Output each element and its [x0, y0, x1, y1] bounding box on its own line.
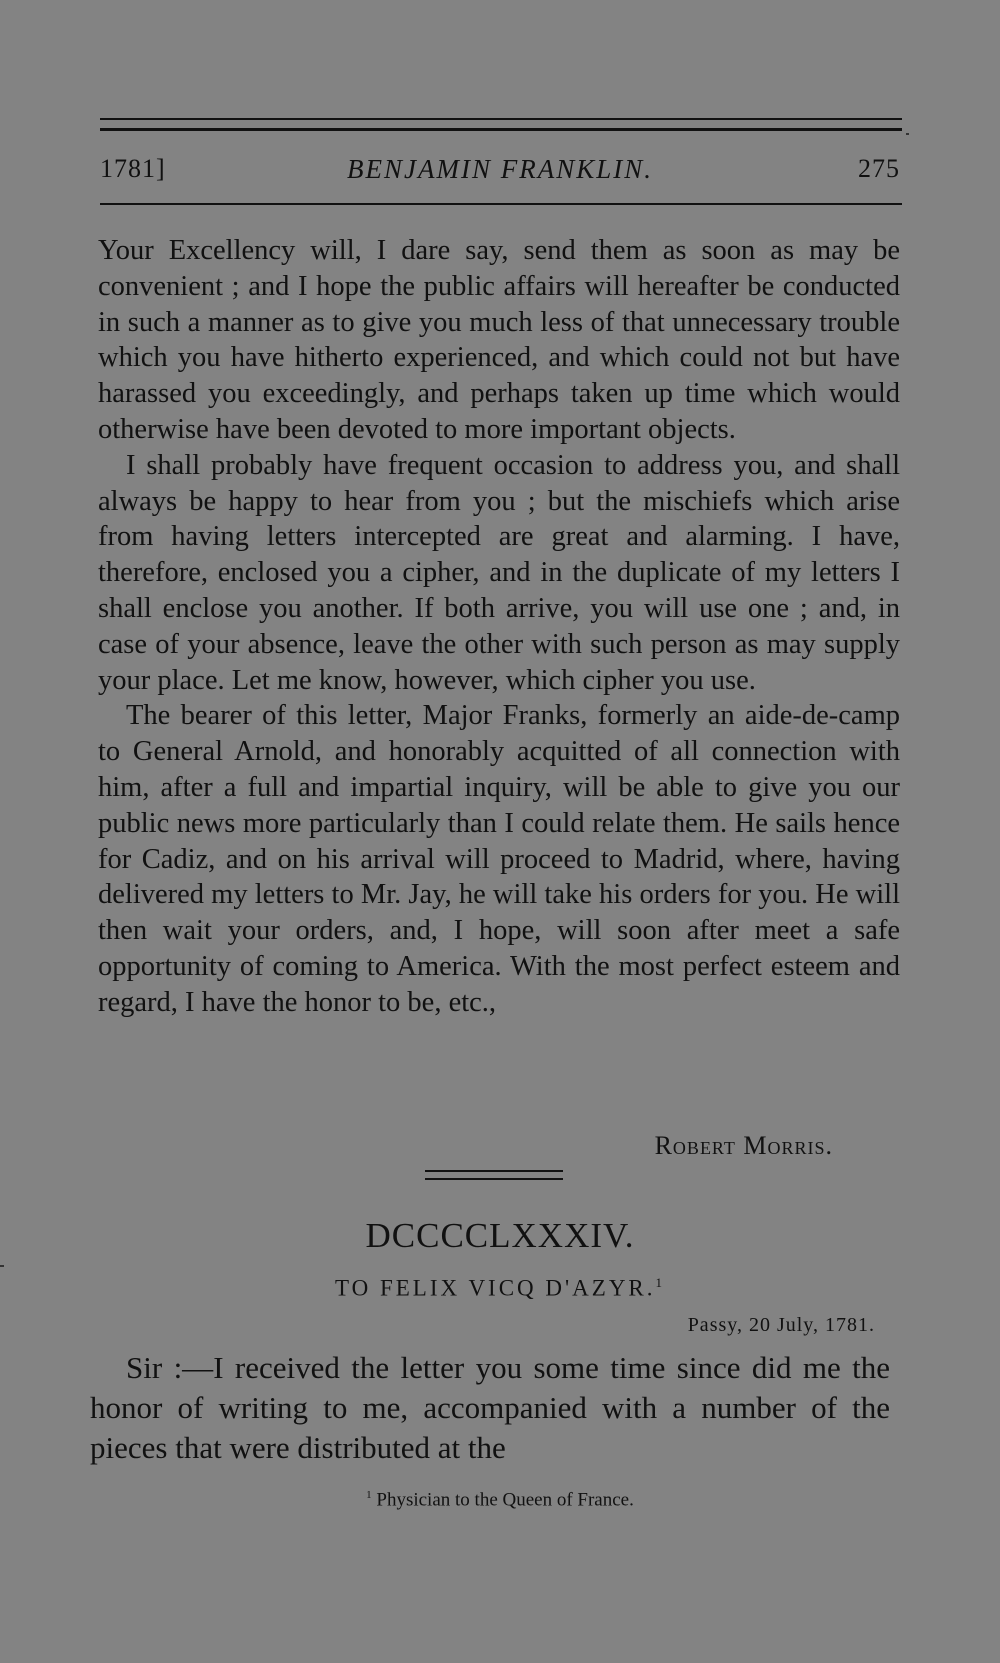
top-rule-outer: [100, 118, 902, 120]
footnote-marker: 1: [366, 1489, 372, 1501]
section-divider-top: [425, 1170, 563, 1172]
running-head-year: 1781]: [100, 154, 166, 183]
opening-paragraph: [90, 1348, 890, 1468]
paragraph: The bearer of this letter, Major Franks, formerly an aide-de-camp to General Arnold, and honorably acquitted of all connection with him, after a full and impartial inquiry, will be able to give you our public news more particularly than I could relate them. He sails hence for Cadiz, and on his arrival will proceed to Madrid, where, having delivered my letters to Mr. Jay, he will take his orders for you. He will then wait your orders, and, I hope, will soon after meet a safe opportunity of coming to America. With the most perfect esteem and regard, I have the honor to be, etc.,: [98, 700, 900, 1018]
page-number: 275: [858, 154, 900, 183]
paragraph: Your Excellency will, I dare say, send them as soon as may be convenient ; and I hope the public affairs will hereafter be conducted in such a manner as to give you much less of that unnecessary trouble which you have hitherto experienced, and which could not but have harassed you exceedingly, and perhaps taken up time which would otherwise have been devoted to more important objects.: [98, 235, 900, 445]
footnote-reference: 1: [655, 1275, 666, 1290]
recipient-name: TO FELIX VICQ D'AZYR.: [334, 1275, 656, 1301]
letter-number: DCCCCLXXXIV.: [365, 1216, 635, 1255]
top-rule-inner: [100, 128, 902, 131]
signature: Robert Morris.: [654, 1131, 833, 1160]
opening-text: I received the letter you some time since did me the honor of writing to me, accompanied with a number of the pieces that were distributed at the: [90, 1350, 890, 1465]
paragraph: I shall probably have frequent occasion to address you, and shall always be happy to hear from you ; but the mischiefs which arise from having letters intercepted are great and alarming. I have, therefore, enclosed you a cipher, and in the duplicate of my letters I shall enclose you another. If both arrive, you will use one ; and, in case of your absence, leave the other with such person as may supply your place. Let me know, however, which cipher you use.: [98, 449, 900, 696]
salutation: Sir :—: [126, 1350, 214, 1385]
letter-body: [98, 233, 900, 1021]
header-rule: [100, 203, 902, 205]
footnote-text: Physician to the Queen of France.: [376, 1489, 634, 1511]
dateline: Passy, 20 July, 1781.: [687, 1314, 875, 1336]
margin-mark: [0, 1265, 4, 1267]
letter-recipient: [0, 1275, 1000, 1302]
running-head: [100, 150, 900, 190]
section-divider-bottom: [425, 1178, 563, 1180]
margin-mark: [906, 133, 909, 135]
running-head-title: BENJAMIN FRANKLIN.: [347, 154, 653, 184]
letter-opening: [90, 1348, 890, 1468]
footnote: [0, 1489, 1000, 1511]
